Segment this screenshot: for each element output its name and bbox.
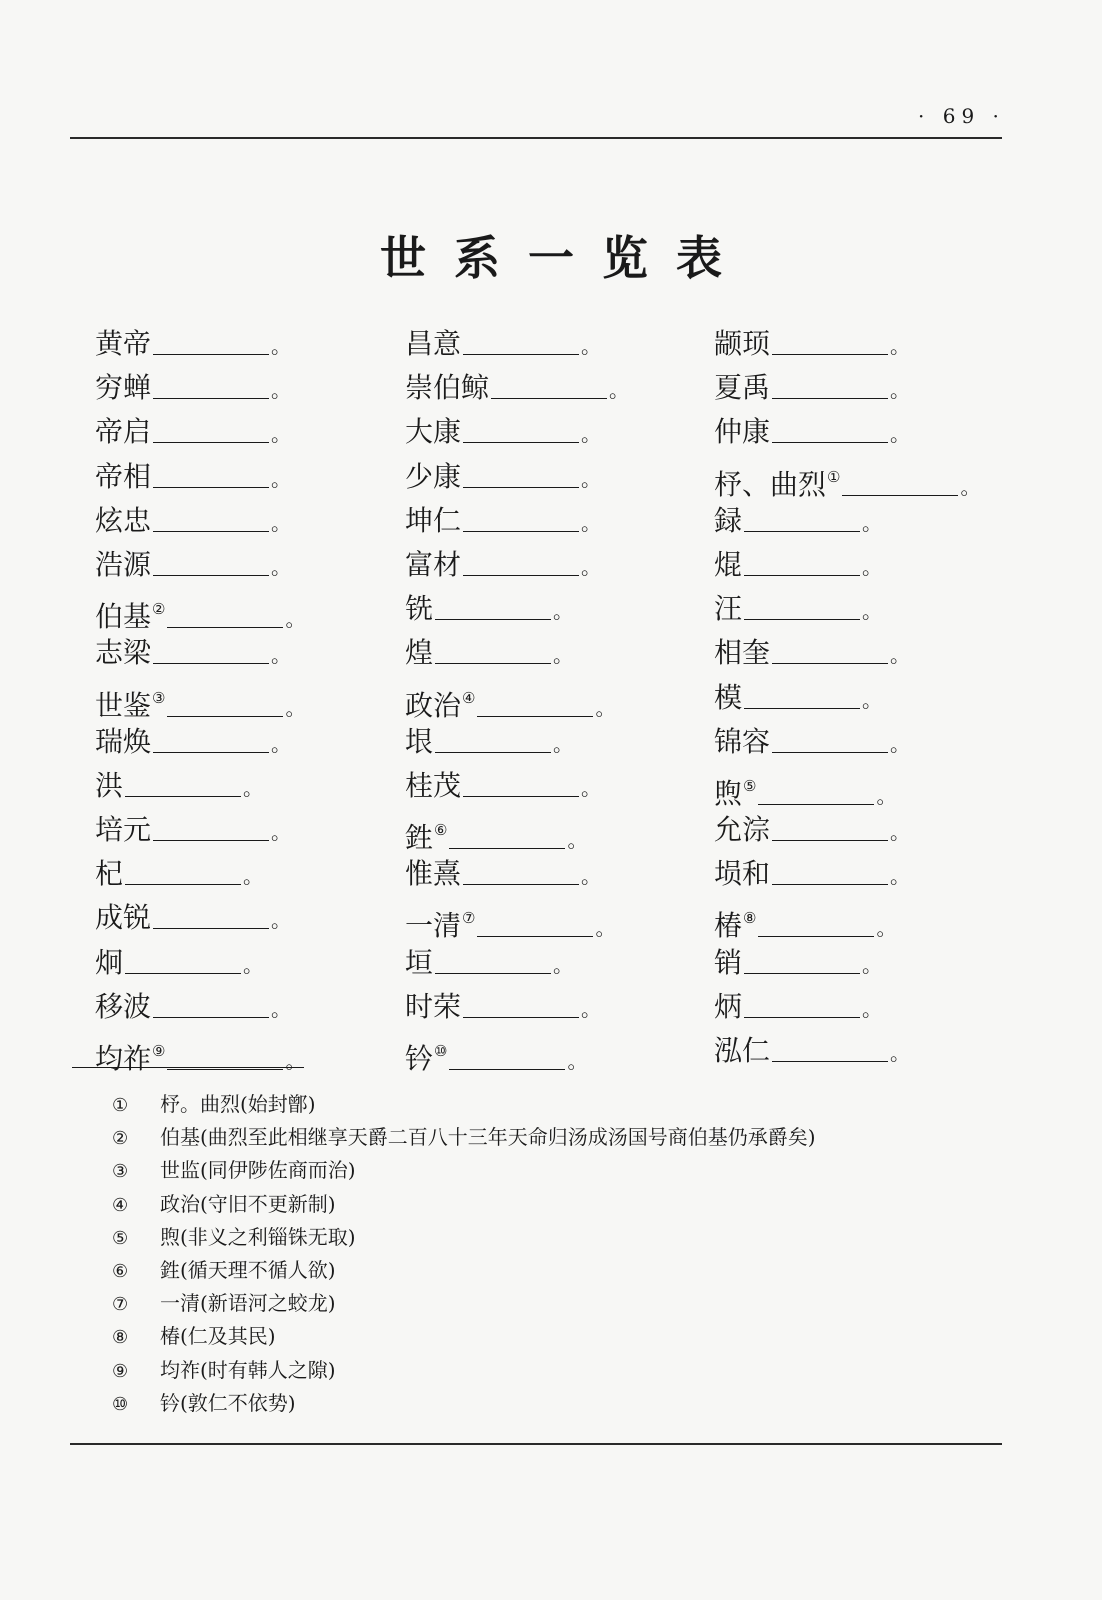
footnote-item (112, 1154, 972, 1187)
blank-line (449, 822, 565, 849)
end-mark: 。 (609, 378, 630, 403)
generation-entry (95, 322, 395, 366)
footnote-text: 钤(敦仁不依势) (160, 1390, 296, 1415)
end-mark: 。 (890, 334, 911, 358)
generation-entry (405, 587, 705, 631)
ancestor-name: 时荣 (405, 989, 462, 1023)
ancestor-name: 销 (714, 945, 743, 979)
generation-entry (405, 941, 705, 985)
generation-entry (714, 985, 1014, 1029)
footnote-text: 世监(同伊陟佐商而治) (160, 1158, 356, 1183)
generation-entry (714, 631, 1014, 675)
ancestor-name: 一清 (405, 909, 462, 943)
generation-entry (405, 322, 705, 366)
end-mark: 。 (271, 510, 292, 535)
generation-entry (95, 587, 395, 634)
end-mark: 。 (595, 695, 616, 720)
generation-entry (714, 1029, 1014, 1073)
blank-line (153, 814, 269, 841)
blank-line (758, 910, 874, 937)
blank-line (772, 1035, 888, 1062)
ancestor-name: 炳 (714, 989, 743, 1023)
blank-line (153, 461, 269, 488)
generation-entry (405, 455, 705, 499)
generation-entry (405, 808, 705, 855)
end-mark: 。 (553, 952, 574, 977)
generation-entry (405, 896, 705, 943)
generation-entry (95, 410, 395, 454)
blank-line (772, 858, 888, 885)
genealogy-column-3 (714, 322, 1014, 1073)
blank-line (435, 593, 551, 620)
footnote-item (112, 1221, 972, 1254)
generation-entry (95, 896, 395, 940)
ancestor-name: 成锐 (95, 901, 152, 935)
ancestor-name: 仲康 (714, 415, 771, 449)
footnote-marker: ⑧ (743, 909, 757, 928)
blank-line (125, 858, 241, 885)
generation-entry (405, 1029, 705, 1073)
genealogy-column-1 (95, 322, 395, 1073)
end-mark: 。 (567, 1049, 588, 1073)
end-mark: 。 (862, 599, 883, 624)
blank-line (772, 372, 888, 399)
ancestor-name: 均祚 (95, 1042, 152, 1075)
footnote-number: ④ (112, 1194, 129, 1216)
ancestor-name: 铣 (405, 592, 434, 626)
blank-line (125, 770, 241, 797)
generation-entry (95, 455, 395, 499)
ancestor-name: 少康 (405, 459, 462, 493)
footnote-marker: ⑤ (743, 776, 757, 795)
ancestor-name: 允淙 (714, 813, 771, 847)
generation-entry (714, 587, 1014, 631)
end-mark: 。 (581, 554, 602, 579)
footnote-number: ② (112, 1128, 129, 1150)
generation-entry (405, 720, 705, 764)
footnote-number: ⑥ (112, 1260, 129, 1282)
generation-entry (405, 985, 705, 1029)
blank-line (463, 858, 579, 885)
blank-line (477, 910, 593, 937)
ancestor-name: 炫忠 (95, 503, 152, 537)
end-mark: 。 (243, 952, 264, 977)
footnote-text: 一清(新语河之蛟龙) (160, 1291, 336, 1316)
generation-entry (405, 410, 705, 454)
blank-line (477, 690, 593, 717)
blank-line (772, 814, 888, 841)
ancestor-name: 録 (714, 503, 743, 537)
ancestor-name: 洪 (95, 768, 124, 802)
end-mark: 。 (271, 422, 292, 447)
generation-entry (405, 499, 705, 543)
generation-entry (405, 764, 705, 808)
generation-entry (714, 543, 1014, 587)
end-mark: 。 (890, 864, 911, 889)
end-mark: 。 (271, 731, 292, 756)
end-mark: 。 (271, 466, 292, 491)
footnotes (112, 1088, 972, 1420)
blank-line (153, 991, 269, 1018)
blank-line (463, 461, 579, 488)
blank-line (772, 726, 888, 753)
footnote-number: ③ (112, 1161, 129, 1183)
end-mark: 。 (271, 908, 292, 933)
generation-entry (714, 455, 1014, 499)
blank-line (153, 416, 269, 443)
ancestor-name: 焜 (714, 547, 743, 581)
blank-line (449, 1043, 565, 1070)
footnote-text: 杼。曲烈(始封鄫) (160, 1092, 316, 1116)
ancestor-name: 世鉴 (95, 688, 152, 722)
generation-entry (714, 676, 1014, 720)
blank-line (463, 549, 579, 576)
blank-line (463, 505, 579, 532)
generation-entry (405, 366, 705, 410)
end-mark: 。 (876, 783, 897, 808)
footnote-marker: ⑨ (152, 1042, 166, 1060)
footnote-item (112, 1121, 972, 1154)
end-mark: 。 (862, 510, 883, 535)
end-mark: 。 (243, 775, 264, 800)
blank-line (167, 601, 283, 628)
footnote-number: ⑤ (112, 1227, 129, 1249)
footnote-number: ⑦ (112, 1294, 129, 1316)
generation-entry (405, 676, 705, 720)
blank-line (463, 328, 579, 355)
generation-entry (95, 366, 395, 410)
generation-entry (714, 808, 1014, 852)
end-mark: 。 (890, 422, 911, 447)
header-rule (70, 137, 1002, 139)
generation-entry (714, 720, 1014, 764)
blank-line (463, 991, 579, 1018)
blank-line (153, 372, 269, 399)
end-mark: 。 (285, 695, 306, 720)
generation-entry (95, 676, 395, 720)
blank-line (463, 416, 579, 443)
footnote-marker: ⑩ (434, 1042, 448, 1060)
end-mark: 。 (553, 731, 574, 756)
footnote-number: ⑩ (112, 1393, 129, 1415)
blank-line (153, 726, 269, 753)
end-mark: 。 (581, 466, 602, 491)
blank-line (153, 328, 269, 355)
ancestor-name: 穷蝉 (95, 371, 152, 405)
ancestor-name: 政治 (405, 688, 462, 722)
ancestor-name: 黄帝 (95, 327, 152, 360)
end-mark: 。 (271, 378, 292, 403)
generation-entry (714, 764, 1014, 808)
footnote-text: 伯基(曲烈至此相继享天爵二百八十三年天命归汤成汤国号商伯基仍承爵矣) (160, 1125, 816, 1150)
ancestor-name: 椿 (714, 909, 743, 943)
generation-entry (714, 852, 1014, 896)
footnote-text: 煦(非义之利锱铢无取) (160, 1224, 356, 1249)
blank-line (744, 549, 860, 576)
footnote-marker: ⑦ (462, 909, 476, 928)
footnote-item (112, 1320, 972, 1353)
ancestor-name: 汪 (714, 592, 743, 626)
generation-entry (95, 985, 395, 1029)
genealogy-columns (95, 322, 995, 1082)
ancestor-name: 模 (714, 680, 743, 714)
blank-line (167, 690, 283, 717)
end-mark: 。 (581, 996, 602, 1021)
footnote-number: ① (112, 1095, 129, 1116)
ancestor-name: 浩源 (95, 547, 152, 581)
footnote-rule (72, 1067, 304, 1068)
end-mark: 。 (581, 510, 602, 535)
generation-entry (95, 499, 395, 543)
ancestor-name: 相奎 (714, 636, 771, 670)
ancestor-name: 伯基 (95, 600, 152, 634)
ancestor-name: 惟熹 (405, 857, 462, 891)
footnote-item (112, 1188, 972, 1221)
ancestor-name: 颛顼 (714, 327, 771, 360)
ancestor-name: 崇伯鲸 (405, 371, 490, 405)
end-mark: 。 (581, 422, 602, 447)
generation-entry (714, 410, 1014, 454)
page-title: 世系一览表 (380, 231, 750, 285)
ancestor-name: 富材 (405, 547, 462, 581)
end-mark: 。 (862, 996, 883, 1021)
end-mark: 。 (271, 554, 292, 579)
generation-entry (95, 720, 395, 764)
ancestor-name: 鉎 (405, 821, 434, 855)
blank-line (772, 637, 888, 664)
blank-line (435, 637, 551, 664)
ancestor-name: 昌意 (405, 327, 462, 360)
ancestor-name: 垣 (405, 945, 434, 979)
ancestor-name: 瑞焕 (95, 724, 152, 758)
footnote-item (112, 1387, 972, 1420)
footnote-text: 政治(守旧不更新制) (160, 1191, 336, 1216)
end-mark: 。 (890, 378, 911, 403)
footnote-text: 鉎(循天理不循人欲) (160, 1257, 336, 1282)
end-mark: 。 (890, 643, 911, 668)
footnote-item (112, 1088, 972, 1121)
footnote-marker: ① (827, 467, 841, 486)
ancestor-name: 桂茂 (405, 768, 462, 802)
generation-entry (405, 631, 705, 675)
end-mark: 。 (960, 474, 981, 499)
ancestor-name: 炯 (95, 945, 124, 979)
ancestor-name: 移波 (95, 989, 152, 1023)
end-mark: 。 (271, 643, 292, 668)
ancestor-name: 煌 (405, 636, 434, 670)
blank-line (758, 778, 874, 805)
blank-line (125, 947, 241, 974)
ancestor-name: 杼、曲烈 (714, 467, 827, 501)
end-mark: 。 (876, 916, 897, 941)
ancestor-name: 大康 (405, 415, 462, 449)
blank-line (463, 770, 579, 797)
end-mark: 。 (862, 952, 883, 977)
footnote-number: ⑧ (112, 1327, 129, 1349)
end-mark: 。 (890, 820, 911, 845)
end-mark: 。 (890, 731, 911, 756)
ancestor-name: 煦 (714, 776, 743, 810)
generation-entry (714, 896, 1014, 943)
end-mark: 。 (553, 643, 574, 668)
end-mark: 。 (243, 864, 264, 889)
blank-line (744, 593, 860, 620)
page-number: · 69 · (918, 104, 1005, 128)
blank-line (153, 637, 269, 664)
footnote-text: 椿(仁及其民) (160, 1324, 276, 1349)
ancestor-name: 埙和 (714, 857, 771, 891)
blank-line (744, 991, 860, 1018)
ancestor-name: 泓仁 (714, 1034, 771, 1067)
blank-line (167, 1043, 283, 1070)
footer-rule (70, 1443, 1002, 1445)
ancestor-name: 锦容 (714, 724, 771, 758)
blank-line (491, 372, 607, 399)
generation-entry (714, 499, 1014, 543)
blank-line (772, 416, 888, 443)
footnote-item (112, 1287, 972, 1320)
end-mark: 。 (890, 1041, 911, 1065)
end-mark: 。 (862, 554, 883, 579)
generation-entry (95, 852, 395, 896)
generation-entry (95, 808, 395, 852)
ancestor-name: 杞 (95, 857, 124, 891)
end-mark: 。 (567, 828, 588, 853)
blank-line (744, 682, 860, 709)
footnote-number: ⑨ (112, 1360, 129, 1382)
footnote-marker: ② (152, 600, 166, 619)
ancestor-name: 帝相 (95, 459, 152, 493)
blank-line (153, 902, 269, 929)
genealogy-column-2 (405, 322, 705, 1073)
end-mark: 。 (862, 687, 883, 712)
footnote-marker: ④ (462, 688, 476, 707)
generation-entry (95, 941, 395, 985)
generation-entry (95, 631, 395, 675)
blank-line (744, 505, 860, 532)
end-mark: 。 (581, 775, 602, 800)
generation-entry (714, 941, 1014, 985)
generation-entry (714, 366, 1014, 410)
end-mark: 。 (271, 334, 292, 358)
end-mark: 。 (581, 334, 602, 358)
ancestor-name: 夏禹 (714, 371, 771, 405)
footnote-text: 均祚(时有韩人之隙) (160, 1357, 336, 1382)
ancestor-name: 帝启 (95, 415, 152, 449)
ancestor-name: 钤 (405, 1042, 434, 1075)
generation-entry (714, 322, 1014, 366)
generation-entry (95, 764, 395, 808)
blank-line (153, 505, 269, 532)
footnote-item (112, 1354, 972, 1387)
end-mark: 。 (595, 916, 616, 941)
footnote-marker: ③ (152, 688, 166, 707)
blank-line (744, 947, 860, 974)
blank-line (435, 947, 551, 974)
blank-line (842, 469, 958, 496)
end-mark: 。 (581, 864, 602, 889)
ancestor-name: 坤仁 (405, 503, 462, 537)
blank-line (153, 549, 269, 576)
end-mark: 。 (285, 1049, 306, 1073)
footnote-item (112, 1254, 972, 1287)
footnote-marker: ⑥ (434, 821, 448, 840)
ancestor-name: 垠 (405, 724, 434, 758)
blank-line (435, 726, 551, 753)
generation-entry (405, 852, 705, 896)
end-mark: 。 (553, 599, 574, 624)
generation-entry (95, 543, 395, 587)
blank-line (772, 328, 888, 355)
end-mark: 。 (285, 607, 306, 632)
end-mark: 。 (271, 996, 292, 1021)
ancestor-name: 培元 (95, 813, 152, 847)
generation-entry (405, 543, 705, 587)
ancestor-name: 志梁 (95, 636, 152, 670)
end-mark: 。 (271, 820, 292, 845)
